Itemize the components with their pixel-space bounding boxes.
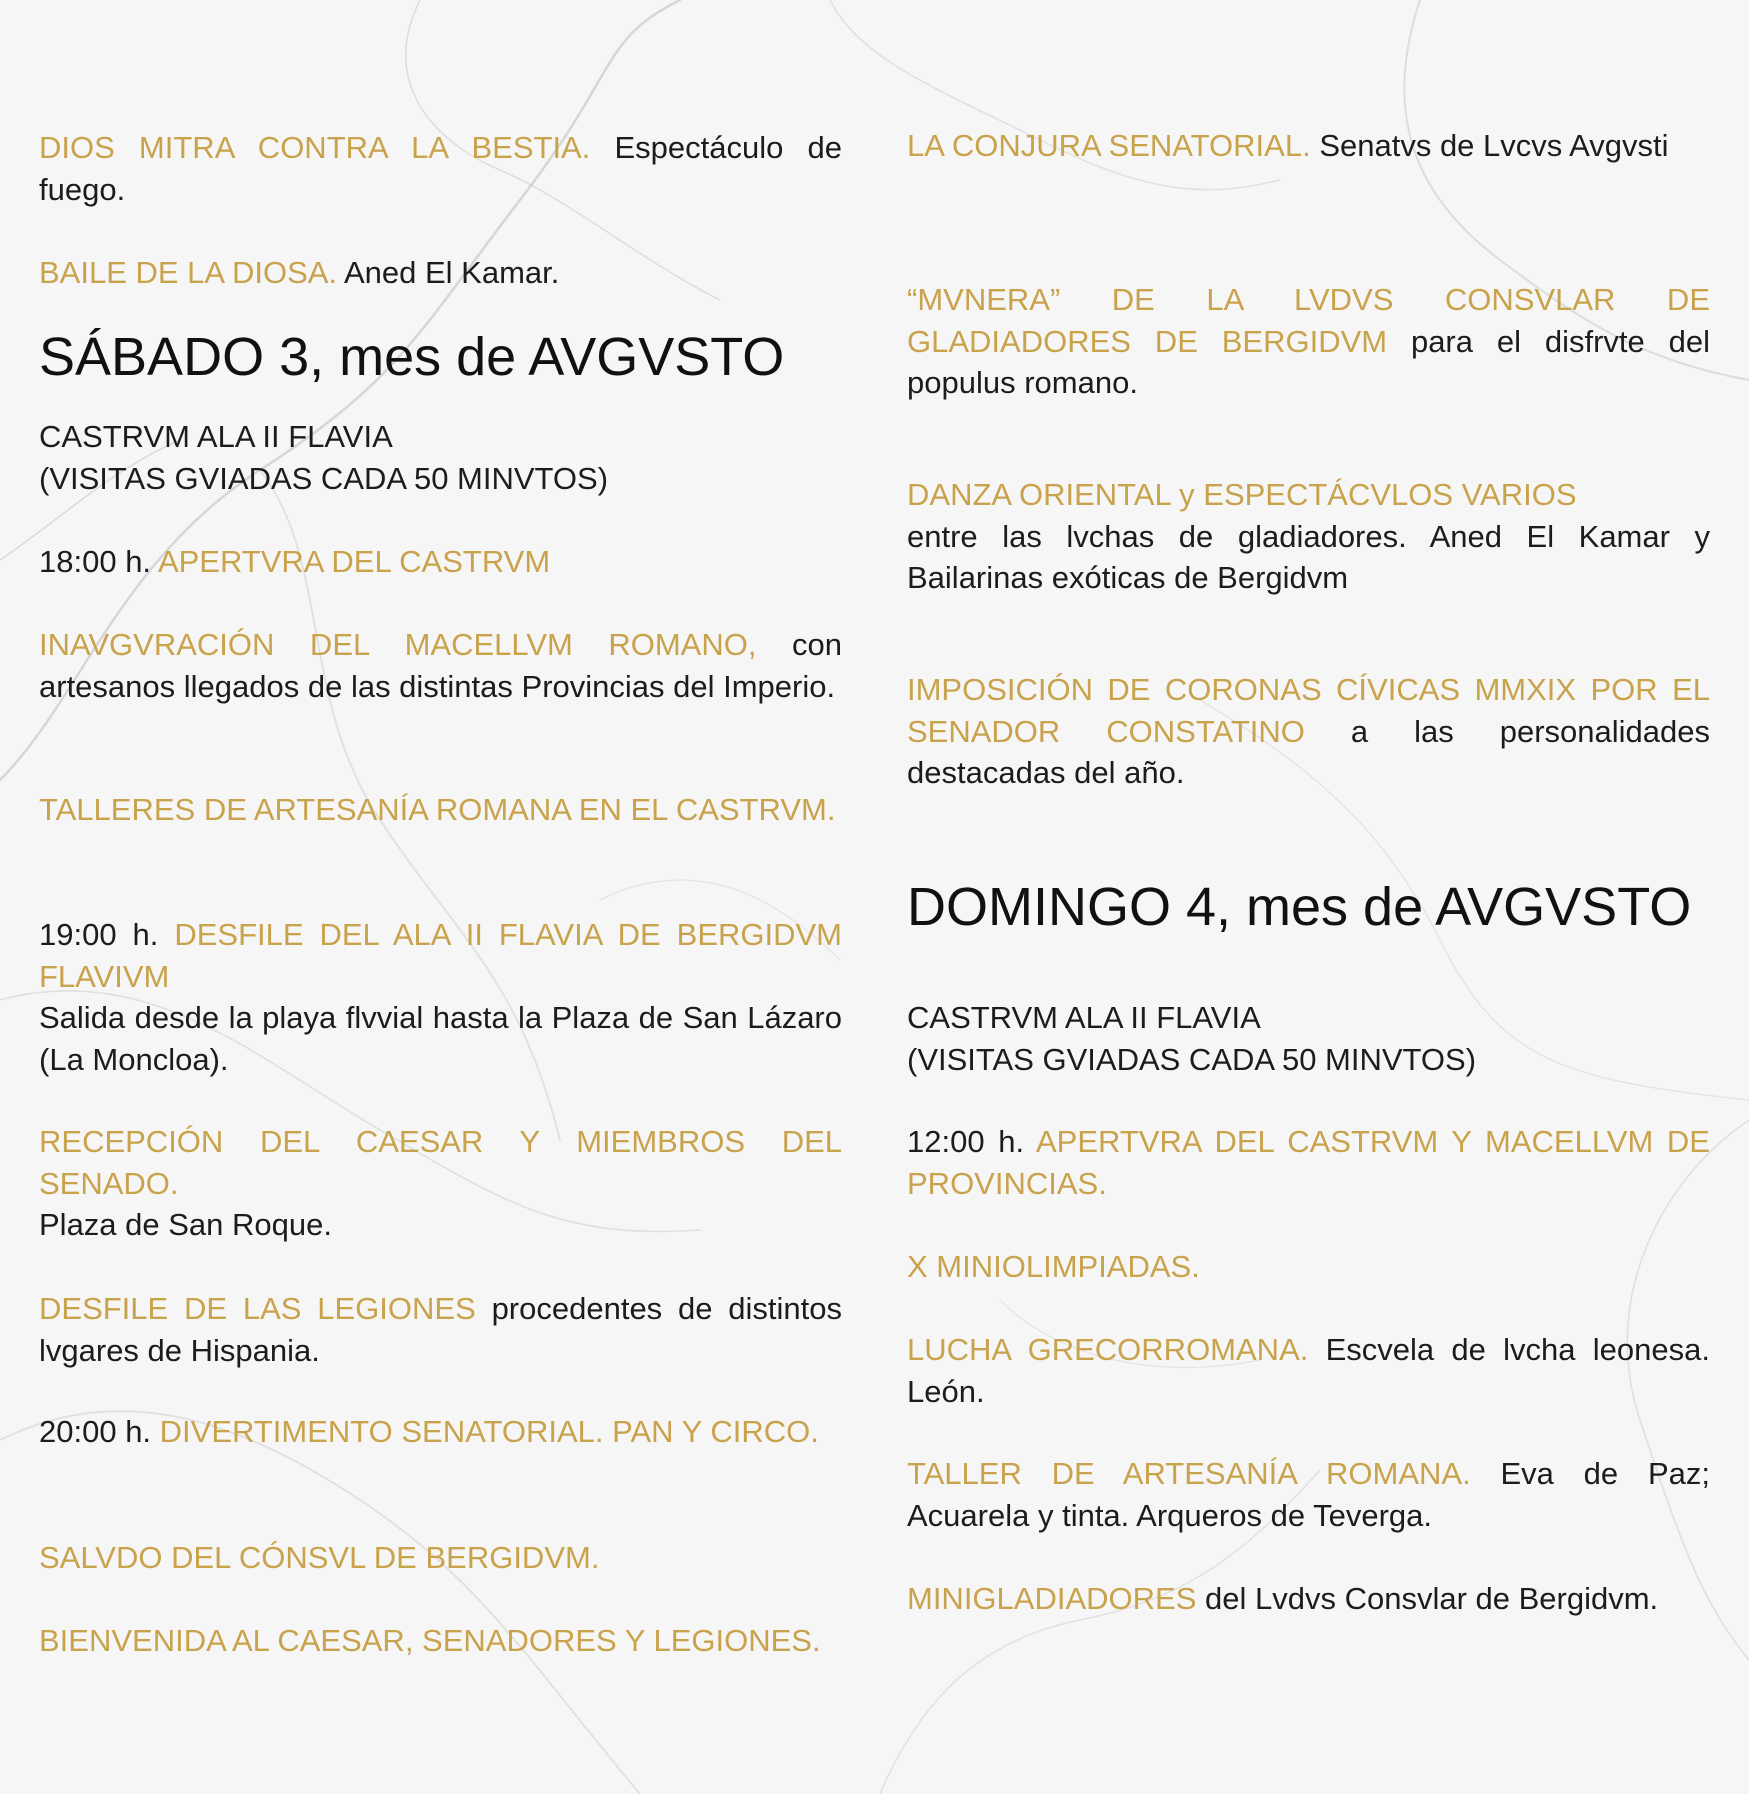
event-title: BIENVENIDA AL CAESAR, SENADORES Y LEGIONES. xyxy=(39,1623,821,1658)
event-desfile-legiones xyxy=(39,1288,842,1371)
event-title: LUCHA GRECORROMANA. xyxy=(907,1332,1309,1367)
event-description: Eva de Paz; Acuarela y tinta. Arqueros de Teverga. xyxy=(907,1456,1710,1533)
event-danza-oriental xyxy=(907,474,1710,599)
castrum-visits: (VISITAS GVIADAS CADA 50 MINVTOS) xyxy=(39,460,609,496)
event-title: X MINIOLIMPIADAS. xyxy=(907,1249,1200,1284)
event-baile-diosa xyxy=(39,252,842,294)
event-dios-mitra xyxy=(39,127,842,210)
event-title: APERTVRA DEL CASTRVM Y MACELLVM DE PROVINCIAS. xyxy=(907,1124,1710,1201)
event-inauguracion-macellum xyxy=(39,624,842,707)
event-description: Senatvs de Lvcvs Avgvsti xyxy=(1310,128,1669,163)
castrum-heading: CASTRVM ALA II FLAVIA xyxy=(907,1000,1261,1035)
event-description: procedentes de distintos lvgares de Hispania. xyxy=(39,1291,842,1368)
event-desfile-ala xyxy=(39,914,842,1080)
event-title: DIOS MITRA CONTRA LA BESTIA. xyxy=(39,130,591,165)
event-coronas-civicas xyxy=(907,669,1710,794)
castrum-visits: (VISITAS GVIADAS CADA 50 MINVTOS) xyxy=(907,1041,1477,1077)
event-time: 18:00 h. xyxy=(39,544,158,579)
event-title: TALLER DE ARTESANÍA ROMANA. xyxy=(907,1456,1471,1491)
event-title: DESFILE DE LAS LEGIONES xyxy=(39,1291,476,1326)
event-description: entre las lvchas de gladiadores. Aned El Kamar y Bailarinas exóticas de Bergidvm xyxy=(907,518,1710,595)
event-description: con artesanos llegados de las distintas Provincias del Imperio. xyxy=(39,627,842,704)
event-title: “MVNERA” DE LA LVDVS CONSVLAR DE GLADIADORES DE BERGIDVM xyxy=(907,282,1710,359)
event-description: Escvela de lvcha leonesa. León. xyxy=(907,1332,1710,1409)
castrum-info xyxy=(907,997,1710,1080)
event-title: MINIGLADIADORES xyxy=(907,1581,1197,1616)
day-title-domingo: DOMINGO 4, mes de AVGVSTO xyxy=(907,877,1692,937)
event-apertura-domingo xyxy=(907,1121,1710,1204)
event-description: Espectáculo de fuego. xyxy=(39,130,842,207)
event-title: DIVERTIMENTO SENATORIAL. PAN Y CIRCO. xyxy=(159,1414,819,1449)
event-description: a las personalidades destacadas del año. xyxy=(907,713,1710,790)
event-munera xyxy=(907,279,1710,404)
event-description: Salida desde la playa flvvial hasta la Plaza de San Lázaro (La Moncloa). xyxy=(39,1000,842,1077)
event-title: IMPOSICIÓN DE CORONAS CÍVICAS MMXIX POR EL SENADOR CONSTATINO xyxy=(907,672,1710,749)
event-description: para el disfrvte del populus romano. xyxy=(907,323,1710,400)
event-title: BAILE DE LA DIOSA. xyxy=(39,255,338,290)
event-title: INAVGVRACIÓN DEL MACELLVM ROMANO, xyxy=(39,627,757,662)
event-title: DANZA ORIENTAL y ESPECTÁCVLOS VARIOS xyxy=(907,477,1577,512)
event-minigladiadores xyxy=(907,1578,1710,1620)
day-title-sabado: SÁBADO 3, mes de AVGVSTO xyxy=(39,327,785,387)
event-talleres xyxy=(39,789,842,831)
castrum-info xyxy=(39,416,842,499)
event-title: APERTVRA DEL CASTRVM xyxy=(157,544,551,579)
event-conjura-senatorial xyxy=(907,125,1710,167)
event-time: 19:00 h. xyxy=(39,917,175,952)
event-time: 20:00 h. xyxy=(39,1414,160,1449)
event-description: Plaza de San Roque. xyxy=(39,1207,332,1242)
event-taller-artesania xyxy=(907,1453,1710,1536)
event-title: TALLERES DE ARTESANÍA ROMANA EN EL CASTRVM. xyxy=(39,792,836,827)
event-divertimento xyxy=(39,1411,842,1453)
event-saludo-consul xyxy=(39,1537,842,1579)
event-miniolimpiadas xyxy=(907,1246,1710,1288)
event-description: Aned El Kamar. xyxy=(337,255,560,290)
event-apertura xyxy=(39,541,842,583)
event-recepcion-caesar xyxy=(39,1121,842,1246)
event-title: SALVDO DEL CÓNSVL DE BERGIDVM. xyxy=(39,1540,600,1575)
event-bienvenida xyxy=(39,1620,842,1662)
event-title: LA CONJURA SENATORIAL. xyxy=(907,128,1311,163)
castrum-heading: CASTRVM ALA II FLAVIA xyxy=(39,419,393,454)
event-lucha-grecorromana xyxy=(907,1329,1710,1412)
event-description: del Lvdvs Consvlar de Bergidvm. xyxy=(1196,1581,1659,1616)
event-time: 12:00 h. xyxy=(907,1124,1036,1159)
event-title: DESFILE DEL ALA II FLAVIA DE BERGIDVM FLAVIVM xyxy=(39,917,842,994)
event-title: RECEPCIÓN DEL CAESAR Y MIEMBROS DEL SENADO. xyxy=(39,1124,842,1201)
